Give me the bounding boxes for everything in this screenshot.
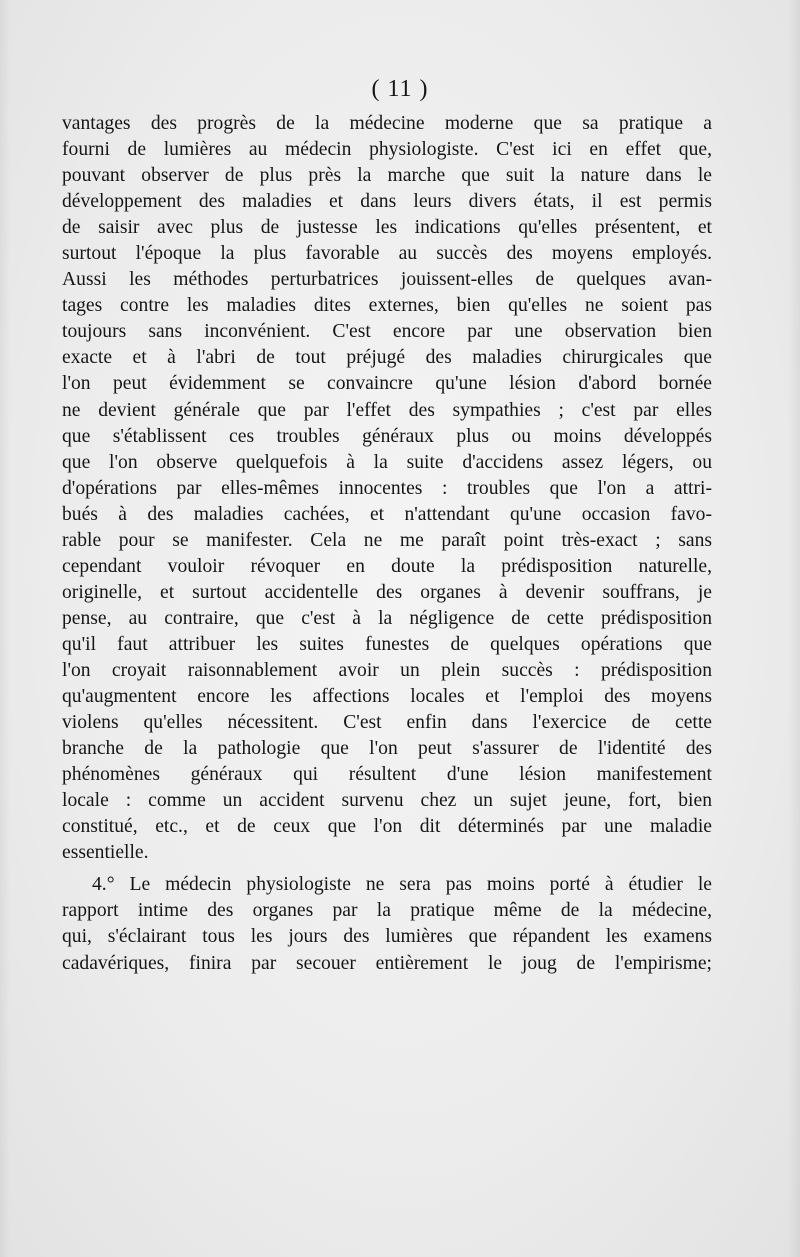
text-line: qu'augmentent encore les affections locales et l'emploi des moyens (62, 686, 712, 708)
text-line: cadavériques, finira par secouer entièrement le joug de l'empirisme; (62, 952, 712, 974)
text-line: pouvant observer de plus près la marche que suit la nature dans le (62, 165, 712, 187)
page-edge-shadow-left (0, 0, 10, 1257)
text-line: rapport intime des organes par la pratique même de la médecine, (62, 900, 712, 922)
text-line: 4.° Le médecin physiologiste ne sera pas moins porté à étudier le (92, 874, 712, 896)
text-line: que s'établissent ces troubles généraux plus ou moins développés (62, 425, 712, 447)
text-line: d'opérations par elles-mêmes innocentes : troubles que l'on a attri- (62, 477, 712, 499)
paragraph-1 (62, 111, 712, 866)
text-line: développement des maladies et dans leurs divers états, il est permis (62, 191, 712, 213)
text-line: originelle, et surtout accidentelle des organes à devenir souffrans, je (62, 581, 712, 603)
text-line: pense, au contraire, que c'est à la négligence de cette prédisposition (62, 607, 712, 629)
text-line: surtout l'époque la plus favorable au succès des moyens employés. (62, 243, 712, 265)
text-line: de saisir avec plus de justesse les indications qu'elles présentent, et (62, 217, 712, 239)
text-line: qu'il faut attribuer les suites funestes de quelques opérations que (62, 633, 712, 655)
text-body (62, 111, 712, 977)
text-line: violens qu'elles nécessitent. C'est enfin dans l'exercice de cette (62, 712, 712, 734)
text-line: constitué, etc., et de ceux que l'on dit déterminés par une maladie (62, 816, 712, 838)
text-line: l'on croyait raisonnablement avoir un plein succès : prédisposition (62, 659, 712, 681)
text-line: rable pour se manifester. Cela ne me paraît point très-exact ; sans (62, 529, 712, 551)
text-line: bués à des maladies cachées, et n'attendant qu'une occasion favo- (62, 503, 712, 525)
page-edge-shadow-right (788, 0, 800, 1257)
text-line: ne devient générale que par l'effet des sympathies ; c'est par elles (62, 399, 712, 421)
text-line: cependant vouloir révoquer en doute la prédisposition naturelle, (62, 555, 712, 577)
text-line: vantages des progrès de la médecine moderne que sa pratique a (62, 113, 712, 134)
text-line: locale : comme un accident survenu chez un sujet jeune, fort, bien (62, 790, 712, 812)
text-line: toujours sans inconvénient. C'est encore par une observation bien (62, 321, 712, 343)
text-line: qui, s'éclairant tous les jours des lumières que répandent les examens (62, 926, 712, 948)
page-number: ( 11 ) (371, 76, 429, 102)
text-line: phénomènes généraux qui résultent d'une lésion manifestement (62, 764, 712, 786)
text-line: tages contre les maladies dites externes, bien qu'elles ne soient pas (62, 295, 712, 317)
text-line: l'on peut évidemment se convaincre qu'une lésion d'abord bornée (62, 373, 712, 395)
text-line: que l'on observe quelquefois à la suite d'accidens assez légers, ou (62, 451, 712, 473)
text-line: exacte et à l'abri de tout préjugé des maladies chirurgicales que (62, 347, 712, 369)
text-line: fourni de lumières au médecin physiologiste. C'est ici en effet que, (62, 139, 712, 161)
text-line: Aussi les méthodes perturbatrices jouissent-elles de quelques avan- (62, 269, 712, 291)
paragraph-2 (62, 872, 712, 976)
text-line: branche de la pathologie que l'on peut s'assurer de l'identité des (62, 738, 712, 760)
text-line: essentielle. (62, 842, 149, 864)
